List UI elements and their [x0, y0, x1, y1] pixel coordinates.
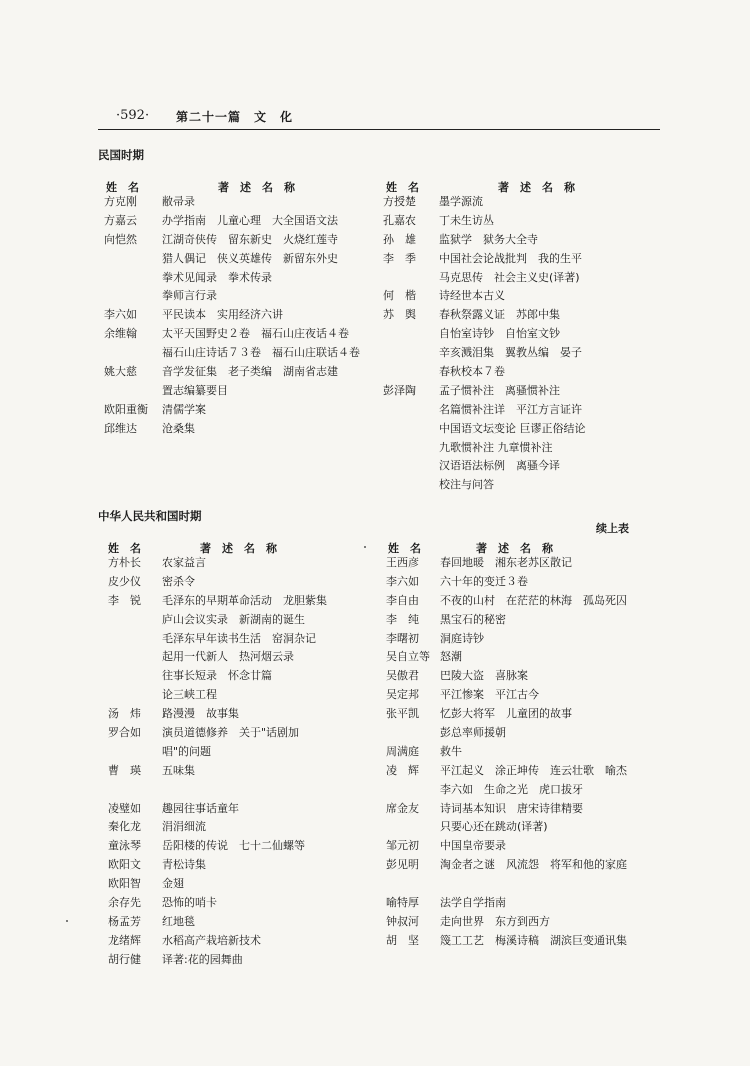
author-name: 方嘉云: [104, 213, 137, 227]
author-entry: [386, 800, 627, 838]
author-name: 钟叔河: [386, 914, 419, 928]
work-title-line: 猎人偶记 侠义英雄传 新留东外史: [162, 251, 338, 265]
work-title-line: 中国语文坛变论 巨谬正俗结论: [439, 421, 586, 435]
work-title-line: 汉语语法标例 离骚今译: [439, 459, 560, 473]
author-name: 彭见明: [386, 858, 419, 872]
works-list: [440, 648, 627, 667]
author-name: 汤 炜: [108, 707, 141, 721]
author-name: 欧阳智: [108, 877, 141, 891]
author-name: 喻特厚: [386, 896, 419, 910]
work-title-line: 趣园往事话童年: [162, 801, 239, 815]
author-entry: [386, 705, 627, 743]
page-header: [98, 108, 658, 128]
works-list: [162, 420, 360, 439]
author-name: 吴定邦: [386, 688, 419, 702]
author-name: 杨孟芳: [108, 914, 141, 928]
works-list: [162, 724, 327, 762]
works-list: [440, 630, 627, 649]
author-entry: [108, 818, 327, 837]
work-title-line: 江湖奇侠传 留东新史 火烧红莲寺: [162, 232, 338, 246]
author-entry: [108, 875, 327, 894]
author-name: 欧阳文: [108, 858, 141, 872]
author-entry: [108, 724, 327, 762]
work-title-line: 马克思传 社会主义史(译著): [439, 270, 580, 284]
work-title-line: 诗经世本古义: [439, 289, 505, 303]
works-list: [162, 932, 327, 951]
work-title-line: 涓涓细流: [162, 820, 206, 834]
work-title-line: 忆彭大将军 儿童团的故事: [440, 707, 572, 721]
author-entry: [108, 781, 327, 800]
col-head-name-right: 姓 名: [386, 181, 419, 194]
works-list: [440, 837, 627, 856]
col-head-name-left-2: 姓 名: [108, 542, 141, 555]
author-entry: [386, 894, 627, 913]
work-title-line: 福石山庄诗话７３卷 福石山庄联话４卷: [162, 346, 360, 360]
work-title-line: 敝帚录: [162, 195, 195, 208]
work-title-line: 平江起义 涂正坤传 连云壮歌 喻杰: [440, 763, 627, 777]
work-title-line: 水稻高产栽培新技术: [162, 933, 261, 947]
works-list: [162, 554, 327, 573]
works-list: [440, 611, 627, 630]
author-entry: [108, 894, 327, 913]
author-entry: [104, 363, 360, 401]
col-head-works-right-2: 著 述 名 称: [476, 542, 553, 555]
author-name: 曹 瑛: [108, 763, 141, 777]
work-title-line: 六十年的变迁３卷: [440, 574, 528, 588]
author-name: 姚大慈: [104, 365, 137, 379]
works-list: [440, 573, 627, 592]
work-title-line: 淘金者之谜 风流怨 将军和他的家庭: [440, 858, 627, 872]
author-name: 周满庭: [386, 744, 419, 758]
author-name: 向恺然: [104, 232, 137, 246]
author-name: 余维翰: [104, 327, 137, 341]
works-list: [162, 894, 327, 913]
work-title-line: 黑宝石的秘密: [440, 612, 506, 626]
works-list: [162, 818, 327, 837]
author-name: 凌璧如: [108, 801, 141, 815]
work-title-line: 论三峡工程: [162, 688, 217, 702]
section-title-prc: 中华人民共和国时期: [98, 509, 202, 523]
author-entry: [386, 592, 627, 611]
author-entry: [108, 856, 327, 875]
author-entry: [383, 212, 586, 231]
author-entry: [108, 913, 327, 932]
work-title-line: 清儒学案: [162, 402, 206, 416]
author-entry: [386, 611, 627, 630]
author-entry: [108, 592, 327, 705]
work-title-line: 金翅: [162, 877, 184, 891]
work-title-line: 九歌惯补注 九章惯补注: [439, 440, 553, 454]
work-title-line: 监狱学 狱务大全寺: [439, 232, 538, 246]
works-list: [440, 894, 627, 913]
author-entry: [108, 554, 327, 573]
work-title-line: 只要心还在跳动(译著): [440, 820, 548, 834]
work-title-line: 校注与问答: [439, 478, 494, 492]
works-list: [440, 686, 627, 705]
work-title-line: 音学发征集 老子类编 湖南省志建: [162, 365, 338, 379]
page-number: ·592·: [116, 108, 150, 123]
works-list: [162, 363, 360, 401]
work-title-line: 往事长短录 怀念廿篇: [162, 669, 272, 683]
prc-list-left: [108, 554, 327, 970]
author-name: 罗合如: [108, 726, 141, 740]
work-title-line: 起用一代新人 热河烟云录: [162, 650, 294, 664]
author-name: 王西彦: [386, 556, 419, 569]
works-list: [440, 554, 627, 573]
work-title-line: 毛泽东的早期革命活动 龙胆紫集: [162, 593, 327, 607]
author-name: 吴傲君: [386, 669, 419, 683]
author-name: 何 楷: [383, 289, 416, 303]
work-title-line: 孟子惯补注 离骚惯补注: [439, 383, 560, 397]
works-list: [162, 856, 327, 875]
work-title-line: 巴陵大盗 喜脉案: [440, 669, 528, 683]
author-entry: [386, 743, 627, 762]
prc-list-right: [386, 554, 627, 951]
author-entry: [108, 932, 327, 951]
continued-label: 续上表: [596, 522, 629, 535]
work-title-line: 中国皇帝要录: [440, 839, 506, 853]
work-title-line: 怒潮: [440, 650, 462, 664]
work-title-line: 救牛: [440, 744, 462, 758]
author-entry: [108, 837, 327, 856]
author-entry: [104, 306, 360, 325]
author-entry: [108, 951, 327, 970]
work-title-line: 置志编纂要目: [162, 383, 228, 397]
author-entry: [386, 762, 627, 800]
chapter-title: 第二十一篇 文 化: [176, 110, 294, 124]
scan-speck: [364, 546, 366, 548]
author-entry: [108, 573, 327, 592]
author-entry: [383, 193, 586, 212]
work-title-line: 青松诗集: [162, 858, 206, 872]
works-list: [162, 800, 327, 819]
author-entry: [386, 573, 627, 592]
works-list: [440, 875, 627, 894]
work-title-line: 唱"的问题: [162, 744, 212, 758]
author-entry: [386, 648, 627, 667]
author-entry: [386, 932, 627, 951]
works-list: [162, 592, 327, 705]
work-title-line: 演员道德修养 关于"话剧加: [162, 726, 300, 740]
works-list: [440, 592, 627, 611]
author-entry: [108, 800, 327, 819]
work-title-line: 拳师言行录: [162, 289, 217, 303]
author-entry: [383, 231, 586, 250]
work-title-line: 沧桑集: [162, 421, 195, 435]
works-list: [162, 231, 360, 307]
works-list: [439, 287, 586, 306]
author-name: 李 纯: [386, 612, 419, 626]
author-entry: [386, 630, 627, 649]
works-list: [440, 762, 627, 800]
work-title-line: 译著:花的园舞曲: [162, 952, 243, 966]
author-name: 席金友: [386, 801, 419, 815]
author-entry: [386, 554, 627, 573]
works-list: [162, 573, 327, 592]
author-name: 彭泽陶: [383, 383, 416, 397]
work-title-line: 法学自学指南: [440, 896, 506, 910]
col-head-name-left: 姓 名: [106, 181, 139, 194]
author-name: 孙 雄: [383, 232, 416, 246]
work-title-line: 毛泽东早年读书生活 窑洞杂记: [162, 631, 316, 645]
work-title-line: 名篇惯补注详 平江方言证许: [439, 402, 582, 416]
author-entry: [386, 837, 627, 856]
author-entry: [383, 306, 586, 382]
col-head-name-right-2: 姓 名: [388, 542, 421, 555]
work-title-line: 太平天国野史２卷 福石山庄夜话４卷: [162, 327, 349, 341]
work-title-line: 拳术见闻录 拳术传录: [162, 270, 272, 284]
works-list: [440, 743, 627, 762]
work-title-line: 春回地暖 湘东老苏区散记: [440, 556, 572, 569]
work-title-line: 路漫漫 故事集: [162, 707, 239, 721]
work-title-line: 洞庭诗钞: [440, 631, 484, 645]
works-list: [162, 325, 360, 363]
author-name: 李 锐: [108, 593, 141, 607]
work-title-line: 自怡室诗钞 自怡室文钞: [439, 327, 560, 341]
work-title-line: 中国社会论战批判 我的生平: [439, 251, 582, 265]
works-list: [439, 250, 586, 288]
works-list: [162, 837, 327, 856]
works-list: [162, 193, 360, 212]
works-list: [439, 306, 586, 382]
work-title-line: [440, 875, 627, 894]
author-entry: [104, 401, 360, 420]
author-name: 苏 舆: [383, 308, 416, 322]
work-title-line: 辛亥溅泪集 翼教丛编 晏子: [439, 346, 582, 360]
work-title-line: 五味集: [162, 763, 195, 777]
work-title-line: 岳阳楼的传说 七十二仙螺等: [162, 839, 305, 853]
author-name: 龙绪辉: [108, 933, 141, 947]
author-name: 张平凯: [386, 707, 419, 721]
author-name: 李曙初: [386, 631, 419, 645]
works-list: [440, 856, 627, 875]
author-entry: [383, 250, 586, 288]
author-name: 吴自立等: [386, 650, 430, 664]
author-entry: [383, 382, 586, 495]
work-title-line: 丁未生访丛: [439, 213, 494, 227]
work-title-line: 平江惨案 平江古今: [440, 688, 539, 702]
author-name: 李六如: [104, 308, 137, 322]
works-list: [162, 762, 327, 781]
work-title-line: 恐怖的哨卡: [162, 896, 217, 910]
author-name: 方克刚: [104, 195, 137, 208]
author-name: 方授楚: [383, 195, 416, 208]
author-entry: [386, 913, 627, 932]
works-list: [440, 800, 627, 838]
work-title-line: 密杀令: [162, 574, 195, 588]
author-name: 李 季: [383, 251, 416, 265]
works-list: [440, 932, 627, 951]
author-name: 李六如: [386, 574, 419, 588]
works-list: [162, 212, 360, 231]
work-title-line: 农家益言: [162, 556, 206, 569]
author-entry: [104, 325, 360, 363]
author-name: 邱维达: [104, 421, 137, 435]
work-title-line: 春秋祭露义证 苏郎中集: [439, 308, 560, 322]
work-title-line: 红地毯: [162, 914, 195, 928]
works-list: [440, 667, 627, 686]
works-list: [439, 382, 586, 495]
author-entry: [386, 667, 627, 686]
works-list: [162, 306, 360, 325]
author-entry: [108, 705, 327, 724]
author-name: 凌 辉: [386, 763, 419, 777]
work-title-line: 庐山会议实录 新湖南的诞生: [162, 612, 305, 626]
works-list: [439, 212, 586, 231]
scan-speck: [66, 920, 68, 922]
author-entry: [104, 193, 360, 212]
author-name: 皮少仪: [108, 574, 141, 588]
works-list: [162, 951, 327, 970]
republic-list-right: [383, 193, 586, 495]
author-name: 秦化龙: [108, 820, 141, 834]
works-list: [162, 913, 327, 932]
work-title-line: 平民读本 实用经济六讲: [162, 308, 283, 322]
author-entry: [386, 875, 627, 894]
author-name: 方朴长: [108, 556, 141, 569]
author-name: 余存先: [108, 896, 141, 910]
works-list: [439, 231, 586, 250]
works-list: [162, 781, 327, 800]
author-entry: [104, 212, 360, 231]
work-title-line: 走向世界 东方到西方: [440, 914, 550, 928]
author-entry: [383, 287, 586, 306]
section-title-republic: 民国时期: [98, 148, 144, 162]
author-entry: [104, 420, 360, 439]
work-title-line: 篾工工艺 梅溪诗稿 湖滨巨变通讯集: [440, 933, 627, 947]
work-title-line: 春秋校本７卷: [439, 365, 505, 379]
work-title-line: [162, 781, 327, 800]
work-title-line: 办学指南 儿童心理 大全国语文法: [162, 213, 338, 227]
author-name: 孔嘉农: [383, 213, 416, 227]
work-title-line: 李六如 生命之光 虎口拔牙: [440, 782, 583, 796]
author-name: 邹元初: [386, 839, 419, 853]
works-list: [162, 875, 327, 894]
author-name: 胡 坚: [386, 933, 419, 947]
header-rule: [98, 129, 660, 130]
col-head-works-left: 著 述 名 称: [218, 181, 295, 194]
works-list: [440, 913, 627, 932]
works-list: [162, 401, 360, 420]
author-entry: [386, 686, 627, 705]
author-entry: [104, 231, 360, 307]
republic-list-left: [104, 193, 360, 439]
work-title-line: 彭总率师援朝: [440, 726, 506, 740]
col-head-works-left-2: 著 述 名 称: [200, 542, 277, 555]
author-entry: [108, 762, 327, 781]
col-head-works-right: 著 述 名 称: [498, 181, 575, 194]
author-entry: [386, 856, 627, 875]
works-list: [162, 705, 327, 724]
author-name: 欧阳重衡: [104, 402, 148, 416]
work-title-line: 墨学源流: [439, 195, 483, 208]
author-name: 童泳琴: [108, 839, 141, 853]
works-list: [439, 193, 586, 212]
work-title-line: 诗词基本知识 唐宋诗律精要: [440, 801, 583, 815]
work-title-line: 不夜的山村 在茫茫的林海 孤岛死囚: [440, 593, 627, 607]
author-name: 李自由: [386, 593, 419, 607]
author-name: 胡行健: [108, 952, 141, 966]
works-list: [440, 705, 627, 743]
